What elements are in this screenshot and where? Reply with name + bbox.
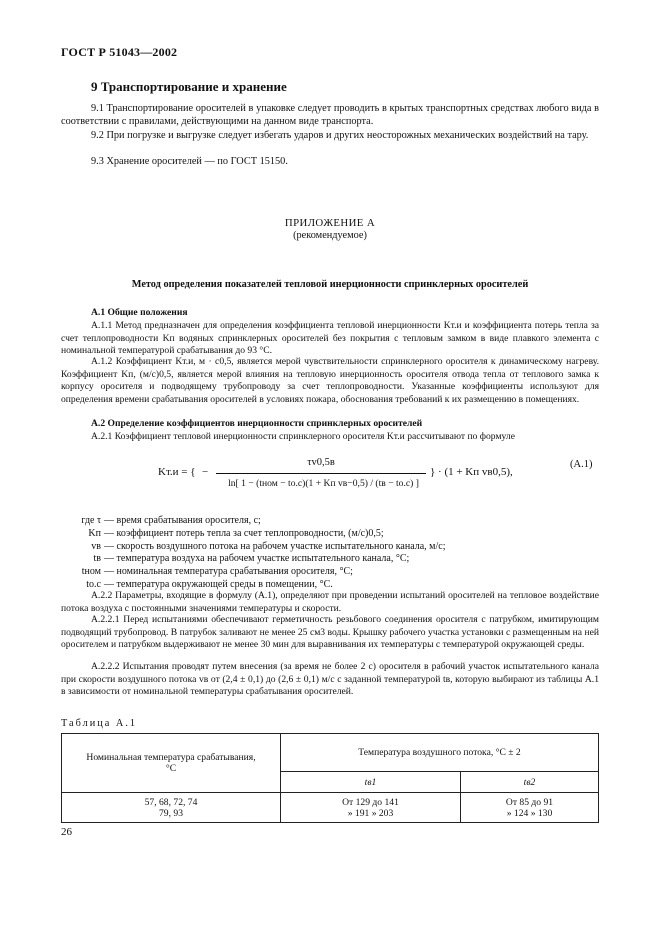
legend-text: — номинальная температура срабатывания оросителя, °С;: [104, 566, 353, 578]
legend-symbol: vв: [91, 540, 101, 552]
formula-denominator: ln[ 1 − (tном − tо.с)(1 + Kп vв−0,5) / (tв − tо.с) ]: [228, 478, 419, 489]
section-a2-title: А.2 Определение коэффициентов инерционности спринклерных оросителей: [91, 418, 423, 429]
formula-lhs: Kт.и = {: [158, 466, 196, 478]
legend-symbol: tв: [93, 553, 101, 565]
table-header-nominal: Номинальная температура срабатывания, °С: [62, 734, 281, 793]
page-number: 26: [61, 826, 72, 838]
table-cell-nominal: [62, 793, 281, 823]
paragraph-a-2-1: А.2.1 Коэффициент тепловой инерционности спринклерного оросителя Kт.и рассчитывают по формуле: [91, 431, 515, 442]
legend-row: [61, 528, 599, 541]
formula-rhs: } · (1 + Kп vв0,5),: [430, 466, 513, 478]
table-subheader-tv2: tв2: [461, 772, 599, 793]
formula-fraction-bar: [216, 473, 426, 474]
table-caption: Таблица А.1: [61, 718, 138, 729]
paragraph-a-1-1: А.1.1 Метод предназначен для определения коэффициента тепловой инерционности Kт.и и коэффициента потерь тепла за счет теплопроводности Kп водяных спринклерных оросителей без покрытия с тепловым замком в виде плавкого элемента с номинальной температурой срабатывания до 93 °С.: [61, 320, 599, 357]
table-header-group: Температура воздушного потока, °С ± 2: [281, 734, 599, 772]
table-row: [62, 793, 599, 823]
paragraph-a-1-2: А.1.2 Коэффициент Kт.и, м · с0,5, является мерой чувствительности спринклерного оросителя к динамическому нагреву. Коэффициент Kп, (м/с)0,5, является мерой влияния на тепловую инерционность оросителя отвода тепла от теплового замка к корпусу оросителя и подводящему трубопроводу за счет теплопроводности. Указанные коэффициенты используют для определения времени срабатывания оросителей в условиях пожара, обоснования требований к их размещению в помещениях.: [61, 356, 599, 405]
table-cell-tv1-line: От 129 до 141: [342, 796, 399, 808]
method-title: Метод определения показателей тепловой инерционности спринклерных оросителей: [131, 279, 529, 290]
legend-symbol: tо.с: [86, 578, 101, 590]
table-cell-nominal-line: 57, 68, 72, 74: [144, 796, 198, 808]
standard-header: ГОСТ Р 51043—2002: [61, 45, 178, 59]
table-cell-tv1: [281, 793, 461, 823]
legend-row: [61, 553, 599, 566]
paragraph-9-1: 9.1 Транспортирование оросителей в упаковке следует проводить в крытых транспортных средствах любого вида в соответствии с правилами, действующими на данном виде транспорта.: [61, 103, 599, 128]
table-cell-tv1-line: » 191 » 203: [347, 807, 394, 819]
appendix-title: ПРИЛОЖЕНИЕ А: [284, 217, 376, 229]
formula-legend: [61, 515, 599, 592]
appendix-subtitle: (рекомендуемое): [293, 230, 367, 241]
legend-symbol: tном: [81, 566, 101, 578]
legend-text: — температура воздуха на рабочем участке испытательного канала, °С;: [104, 553, 410, 565]
legend-text: — коэффициент потерь тепла за счет теплопроводности, (м/с)0,5;: [104, 527, 384, 539]
paragraph-9-3: 9.3 Хранение оросителей — по ГОСТ 15150.: [91, 156, 288, 167]
legend-row: [61, 566, 599, 579]
table-cell-tv2: [461, 793, 599, 823]
formula-number: (А.1): [570, 459, 593, 470]
legend-symbol: Kп: [88, 527, 101, 539]
legend-row: [61, 515, 599, 528]
paragraph-a-2-2-2: А.2.2.2 Испытания проводят путем внесения (за время не более 2 с) оросителя в рабочий участок испытательного канала при скорости воздушного потока vв от (2,4 ± 0,1) до (2,6 ± 0,1) м/с с заданной температурой tв, которую выбирают из таблицы А.1 в зависимости от номинальной температуры срабатывания оросителей.: [61, 661, 599, 698]
legend-text: — время срабатывания оросителя, с;: [104, 515, 261, 526]
table-subheader-tv1: tв1: [281, 772, 461, 793]
legend-row: [61, 541, 599, 554]
table-cell-nominal-line: 79, 93: [159, 807, 183, 819]
paragraph-9-2: 9.2 При погрузке и выгрузке следует избегать ударов и других неосторожных механических воздействий на тару.: [91, 130, 589, 141]
table-cell-tv2-line: От 85 до 91: [505, 796, 554, 808]
paragraph-a-2-2: А.2.2 Параметры, входящие в формулу (А.1), определяют при проведении испытаний оросителей на тепловое воздействие потока воздуха с постоянными значениями температуры и скорости.: [61, 590, 599, 614]
table-cell-tv2-line: » 124 » 130: [506, 807, 553, 819]
legend-text: — температура окружающей среды в помещении, °С.: [104, 578, 333, 590]
legend-text: — скорость воздушного потока на рабочем участке испытательного канала, м/с;: [104, 540, 446, 552]
section-9-title: 9 Транспортирование и хранение: [91, 79, 287, 94]
formula-numerator: τv0,5в: [307, 457, 335, 468]
formula-minus: −: [202, 466, 209, 478]
legend-symbol: где τ: [81, 515, 101, 526]
paragraph-a-2-2-1: А.2.2.1 Перед испытаниями обеспечивают герметичность резьбового соединения оросителя с патрубком, имитирующим подводящий трубопровод. В патрубок заливают не менее 25 см3 воды. Крышку рабочего участка установки с размещенным на ней оросителем и патрубком выдерживают не менее 30 мин для выравнивания их температуры с температурой окружающей среды.: [61, 614, 599, 651]
section-a1-title: А.1 Общие положения: [91, 307, 188, 318]
table-a1: [61, 733, 599, 823]
